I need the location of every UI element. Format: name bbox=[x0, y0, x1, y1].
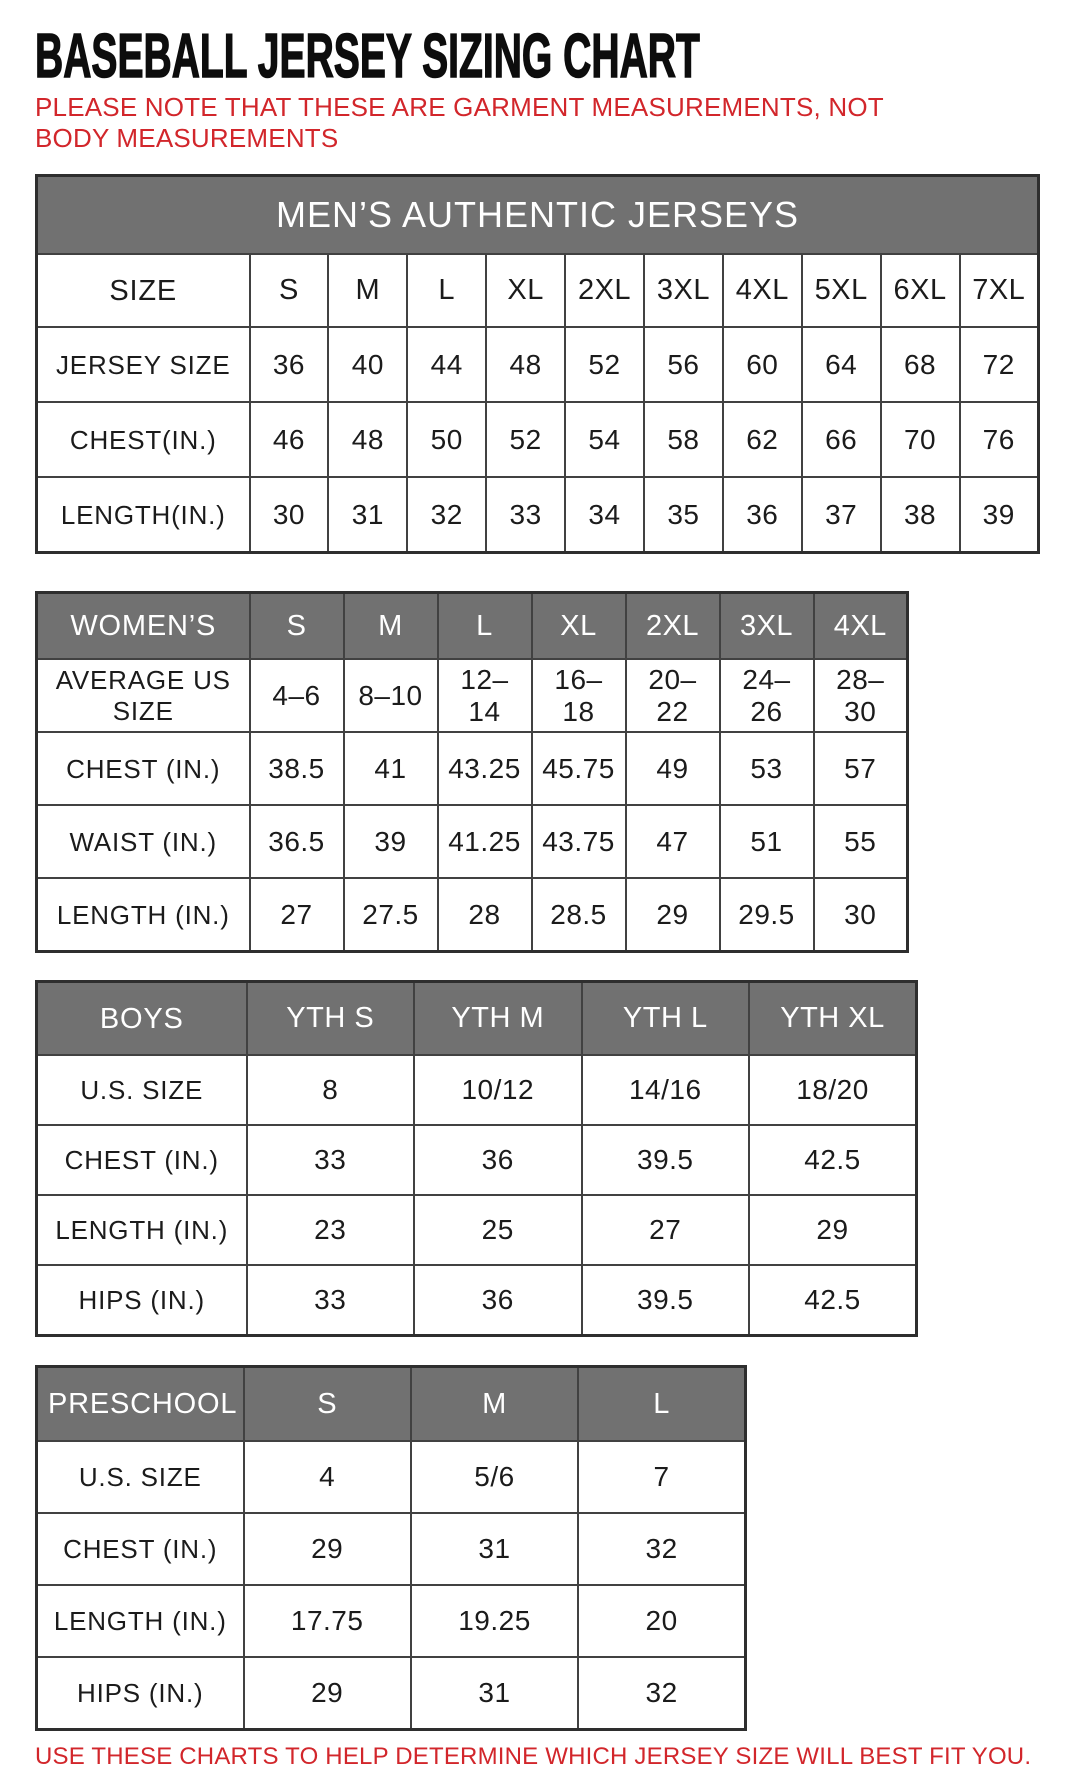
preschool-value-cell: 5/6 bbox=[411, 1441, 578, 1513]
womens-row-label: LENGTH (IN.) bbox=[37, 878, 250, 952]
mens-value-cell: 36 bbox=[250, 327, 329, 402]
womens-value-cell: 51 bbox=[720, 805, 814, 878]
boys-row-label: U.S. SIZE bbox=[37, 1055, 247, 1125]
boys-measurement-row bbox=[37, 1265, 917, 1336]
womens-value-cell: 41 bbox=[344, 732, 438, 805]
mens-header-label: SIZE bbox=[37, 254, 250, 327]
mens-banner: MEN’S AUTHENTIC JERSEYS bbox=[37, 176, 1039, 255]
boys-value-cell: 10/12 bbox=[414, 1055, 582, 1125]
mens-value-cell: 30 bbox=[250, 477, 329, 553]
womens-value-cell: 53 bbox=[720, 732, 814, 805]
boys-value-cell: 33 bbox=[247, 1265, 415, 1336]
mens-size-column-header: M bbox=[328, 254, 407, 327]
mens-value-cell: 68 bbox=[881, 327, 960, 402]
womens-value-cell: 36.5 bbox=[250, 805, 344, 878]
mens-size-column-header: 7XL bbox=[960, 254, 1039, 327]
boys-size-column-header: YTH XL bbox=[749, 982, 917, 1056]
boys-value-cell: 29 bbox=[749, 1195, 917, 1265]
mens-sizing-table bbox=[35, 174, 1040, 554]
boys-value-cell: 23 bbox=[247, 1195, 415, 1265]
mens-value-cell: 50 bbox=[407, 402, 486, 477]
womens-measurement-row bbox=[37, 732, 908, 805]
mens-value-cell: 38 bbox=[881, 477, 960, 553]
womens-header-row bbox=[37, 593, 908, 660]
preschool-value-cell: 31 bbox=[411, 1513, 578, 1585]
womens-value-cell: 8–10 bbox=[344, 659, 438, 732]
womens-size-column-header: 2XL bbox=[626, 593, 720, 660]
womens-value-cell: 16–18 bbox=[532, 659, 626, 732]
boys-sizing-table bbox=[35, 980, 918, 1337]
mens-value-cell: 64 bbox=[802, 327, 881, 402]
womens-sizing-table bbox=[35, 591, 909, 953]
preschool-value-cell: 32 bbox=[578, 1513, 745, 1585]
mens-value-cell: 52 bbox=[565, 327, 644, 402]
womens-value-cell: 20–22 bbox=[626, 659, 720, 732]
preschool-measurement-row bbox=[37, 1585, 746, 1657]
preschool-value-cell: 7 bbox=[578, 1441, 745, 1513]
preschool-value-cell: 31 bbox=[411, 1657, 578, 1730]
boys-value-cell: 36 bbox=[414, 1265, 582, 1336]
boys-row-label: CHEST (IN.) bbox=[37, 1125, 247, 1195]
mens-banner-row bbox=[37, 176, 1039, 255]
mens-value-cell: 72 bbox=[960, 327, 1039, 402]
mens-value-cell: 54 bbox=[565, 402, 644, 477]
sizing-tables-container bbox=[35, 174, 1042, 1731]
womens-row-label: WAIST (IN.) bbox=[37, 805, 250, 878]
mens-value-cell: 40 bbox=[328, 327, 407, 402]
womens-size-column-header: M bbox=[344, 593, 438, 660]
mens-size-column-header: 3XL bbox=[644, 254, 723, 327]
preschool-value-cell: 32 bbox=[578, 1657, 745, 1730]
mens-value-cell: 70 bbox=[881, 402, 960, 477]
boys-size-column-header: YTH L bbox=[582, 982, 750, 1056]
mens-row-label: LENGTH(IN.) bbox=[37, 477, 250, 553]
womens-value-cell: 38.5 bbox=[250, 732, 344, 805]
womens-value-cell: 43.75 bbox=[532, 805, 626, 878]
womens-row-label: CHEST (IN.) bbox=[37, 732, 250, 805]
womens-value-cell: 27 bbox=[250, 878, 344, 952]
womens-value-cell: 29.5 bbox=[720, 878, 814, 952]
preschool-row-label: CHEST (IN.) bbox=[37, 1513, 244, 1585]
preschool-row-label: LENGTH (IN.) bbox=[37, 1585, 244, 1657]
womens-measurement-row bbox=[37, 878, 908, 952]
preschool-header-label: PRESCHOOL bbox=[37, 1367, 244, 1442]
womens-measurement-row bbox=[37, 659, 908, 732]
boys-value-cell: 18/20 bbox=[749, 1055, 917, 1125]
womens-value-cell: 49 bbox=[626, 732, 720, 805]
garment-measurements-note: PLEASE NOTE THAT THESE ARE GARMENT MEASUREMENTS, NOT BODY MEASUREMENTS bbox=[35, 92, 884, 154]
mens-measurement-row bbox=[37, 327, 1039, 402]
womens-size-column-header: S bbox=[250, 593, 344, 660]
boys-value-cell: 36 bbox=[414, 1125, 582, 1195]
preschool-size-column-header: M bbox=[411, 1367, 578, 1442]
boys-row-label: HIPS (IN.) bbox=[37, 1265, 247, 1336]
mens-measurement-row bbox=[37, 477, 1039, 553]
womens-size-column-header: L bbox=[438, 593, 532, 660]
mens-value-cell: 39 bbox=[960, 477, 1039, 553]
boys-value-cell: 8 bbox=[247, 1055, 415, 1125]
preschool-row-label: HIPS (IN.) bbox=[37, 1657, 244, 1730]
mens-value-cell: 48 bbox=[328, 402, 407, 477]
womens-value-cell: 4–6 bbox=[250, 659, 344, 732]
mens-value-cell: 76 bbox=[960, 402, 1039, 477]
preschool-value-cell: 29 bbox=[244, 1513, 411, 1585]
womens-row-label: AVERAGE US SIZE bbox=[37, 659, 250, 732]
preschool-value-cell: 4 bbox=[244, 1441, 411, 1513]
boys-value-cell: 14/16 bbox=[582, 1055, 750, 1125]
preschool-value-cell: 20 bbox=[578, 1585, 745, 1657]
boys-row-label: LENGTH (IN.) bbox=[37, 1195, 247, 1265]
mens-value-cell: 46 bbox=[250, 402, 329, 477]
womens-value-cell: 39 bbox=[344, 805, 438, 878]
mens-size-column-header: 2XL bbox=[565, 254, 644, 327]
mens-value-cell: 32 bbox=[407, 477, 486, 553]
womens-value-cell: 28 bbox=[438, 878, 532, 952]
preschool-size-column-header: L bbox=[578, 1367, 745, 1442]
womens-value-cell: 30 bbox=[814, 878, 908, 952]
preschool-measurement-row bbox=[37, 1657, 746, 1730]
boys-size-column-header: YTH M bbox=[414, 982, 582, 1056]
boys-size-column-header: YTH S bbox=[247, 982, 415, 1056]
boys-value-cell: 42.5 bbox=[749, 1265, 917, 1336]
womens-value-cell: 43.25 bbox=[438, 732, 532, 805]
womens-value-cell: 28.5 bbox=[532, 878, 626, 952]
boys-measurement-row bbox=[37, 1125, 917, 1195]
preschool-size-column-header: S bbox=[244, 1367, 411, 1442]
boys-value-cell: 25 bbox=[414, 1195, 582, 1265]
mens-value-cell: 31 bbox=[328, 477, 407, 553]
boys-value-cell: 39.5 bbox=[582, 1125, 750, 1195]
mens-value-cell: 34 bbox=[565, 477, 644, 553]
womens-value-cell: 57 bbox=[814, 732, 908, 805]
mens-value-cell: 52 bbox=[486, 402, 565, 477]
womens-value-cell: 24–26 bbox=[720, 659, 814, 732]
preschool-value-cell: 19.25 bbox=[411, 1585, 578, 1657]
mens-value-cell: 44 bbox=[407, 327, 486, 402]
mens-row-label: JERSEY SIZE bbox=[37, 327, 250, 402]
mens-measurement-row bbox=[37, 402, 1039, 477]
mens-value-cell: 36 bbox=[723, 477, 802, 553]
mens-size-column-header: XL bbox=[486, 254, 565, 327]
mens-size-column-header: 6XL bbox=[881, 254, 960, 327]
womens-size-column-header: 4XL bbox=[814, 593, 908, 660]
womens-value-cell: 47 bbox=[626, 805, 720, 878]
preschool-value-cell: 17.75 bbox=[244, 1585, 411, 1657]
mens-header-row bbox=[37, 254, 1039, 327]
preschool-measurement-row bbox=[37, 1513, 746, 1585]
footer-note: USE THESE CHARTS TO HELP DETERMINE WHICH JERSEY SIZE WILL BEST FIT YOU. bbox=[35, 1743, 1032, 1771]
mens-value-cell: 62 bbox=[723, 402, 802, 477]
mens-value-cell: 37 bbox=[802, 477, 881, 553]
boys-value-cell: 27 bbox=[582, 1195, 750, 1265]
mens-value-cell: 60 bbox=[723, 327, 802, 402]
boys-value-cell: 42.5 bbox=[749, 1125, 917, 1195]
preschool-sizing-table bbox=[35, 1365, 747, 1731]
womens-value-cell: 29 bbox=[626, 878, 720, 952]
mens-value-cell: 35 bbox=[644, 477, 723, 553]
preschool-measurement-row bbox=[37, 1441, 746, 1513]
mens-value-cell: 56 bbox=[644, 327, 723, 402]
boys-measurement-row bbox=[37, 1055, 917, 1125]
preschool-row-label: U.S. SIZE bbox=[37, 1441, 244, 1513]
womens-value-cell: 28–30 bbox=[814, 659, 908, 732]
womens-value-cell: 12–14 bbox=[438, 659, 532, 732]
boys-header-label: BOYS bbox=[37, 982, 247, 1056]
womens-value-cell: 45.75 bbox=[532, 732, 626, 805]
womens-value-cell: 41.25 bbox=[438, 805, 532, 878]
mens-size-column-header: 5XL bbox=[802, 254, 881, 327]
mens-value-cell: 58 bbox=[644, 402, 723, 477]
boys-measurement-row bbox=[37, 1195, 917, 1265]
womens-value-cell: 27.5 bbox=[344, 878, 438, 952]
womens-size-column-header: 3XL bbox=[720, 593, 814, 660]
womens-header-label: WOMEN’S bbox=[37, 593, 250, 660]
mens-size-column-header: S bbox=[250, 254, 329, 327]
preschool-header-row bbox=[37, 1367, 746, 1442]
page-title: BASEBALL JERSEY SIZING CHART bbox=[35, 22, 700, 91]
womens-value-cell: 55 bbox=[814, 805, 908, 878]
boys-value-cell: 39.5 bbox=[582, 1265, 750, 1336]
mens-value-cell: 48 bbox=[486, 327, 565, 402]
mens-value-cell: 66 bbox=[802, 402, 881, 477]
boys-header-row bbox=[37, 982, 917, 1056]
womens-measurement-row bbox=[37, 805, 908, 878]
womens-size-column-header: XL bbox=[532, 593, 626, 660]
mens-value-cell: 33 bbox=[486, 477, 565, 553]
boys-value-cell: 33 bbox=[247, 1125, 415, 1195]
mens-size-column-header: L bbox=[407, 254, 486, 327]
mens-row-label: CHEST(IN.) bbox=[37, 402, 250, 477]
preschool-value-cell: 29 bbox=[244, 1657, 411, 1730]
mens-size-column-header: 4XL bbox=[723, 254, 802, 327]
